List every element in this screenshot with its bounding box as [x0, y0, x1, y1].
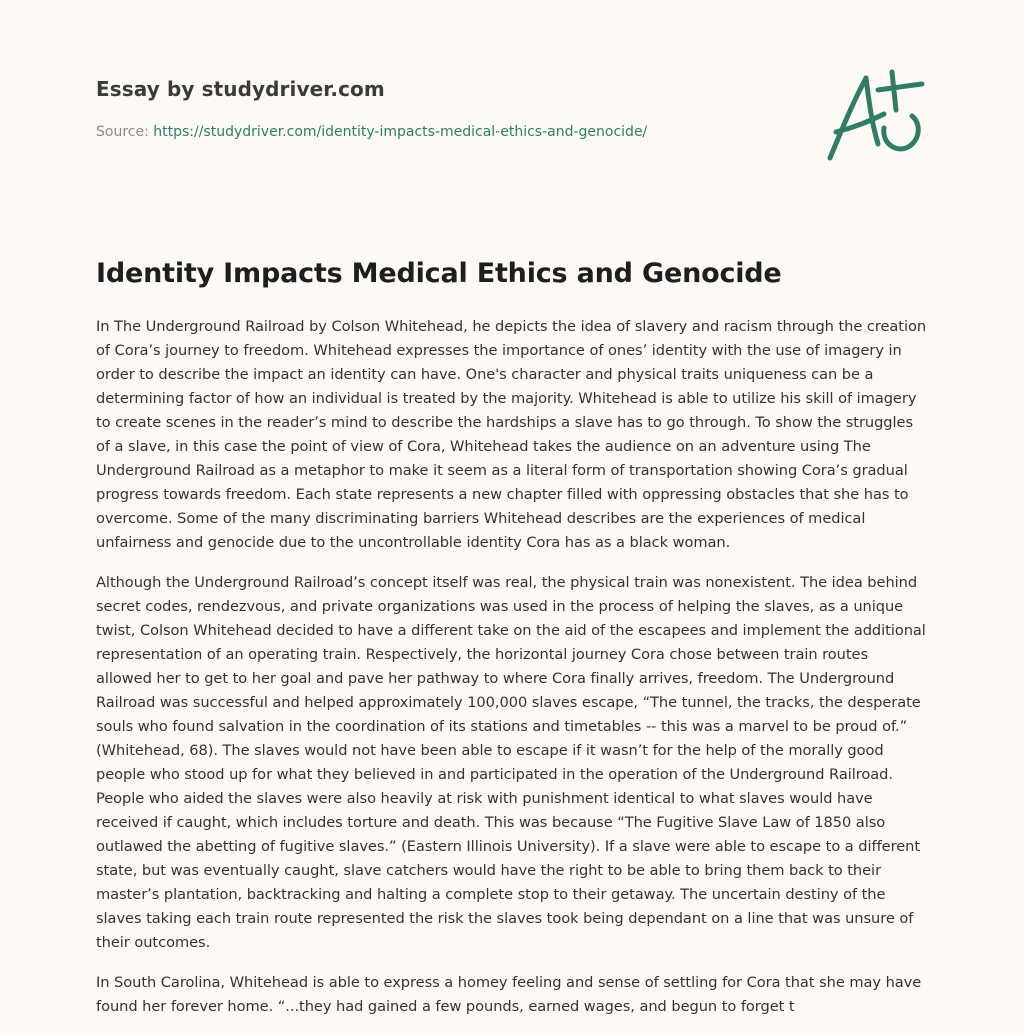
source-link[interactable]: https://studydriver.com/identity-impacts-medical-ethics-and-genocide/	[153, 124, 648, 140]
essay-body	[96, 315, 928, 1035]
body-paragraph: Although the Underground Railroad’s concept itself was real, the physical train was nonexistent. The idea behind secret codes, rendezvous, and private organizations was used in the process of helping the slaves, as a unique twist, Colson Whitehead decided to have a different take on the aid of the escapees and implement the additional representation of an operating train. Respectively, the horizontal journey Cora chose between train routes allowed her to get to her goal and pave her pathway to where Cora finally arrives, freedom. The Underground Railroad was successful and helped approximately 100,000 slaves escape, “The tunnel, the tracks, the desperate souls who found salvation in the coordination of its stations and timetables -- this was a marvel to be proud of.” (Whitehead, 68). The slaves would not have been able to escape if it wasn’t for the help of the morally good people who stood up for what they believed in and participated in the operation of the Underground Railroad. People who aided the slaves were also heavily at risk with punishment identical to what slaves would have received if caught, which includes torture and death. This was because “The Fugitive Slave Law of 1850 also outlawed the abetting of fugitive slaves.” (Eastern Illinois University). If a slave were able to escape to a different state, but was eventually caught, slave catchers would have the right to be able to bring them back to their master’s plantation, backtracking and halting a complete stop to their getaway. The uncertain destiny of the slaves taking each train route represented the risk the slaves took being dependant on a line that was unsure of their outcomes.	[96, 574, 926, 951]
body-paragraph: In The Underground Railroad by Colson Whitehead, he depicts the idea of slavery and racism through the creation of Cora’s journey to freedom. Whitehead expresses the importance of ones’ identity with the use of imagery in order to describe the impact an identity can have. One's character and physical traits uniqueness can be a determining factor of how an individual is treated by the majority. Whitehead is able to utilize his skill of imagery to create scenes in the reader’s mind to describe the hardships a slave has to go through. To show the struggles of a slave, in this case the point of view of Cora, Whitehead takes the audience on an adventure using The Underground Railroad as a metaphor to make it seem as a literal form of transportation showing Cora’s gradual progress towards freedom. Each state represents a new chapter filled with oppressing obstacles that she has to overcome. Some of the many discriminating barriers Whitehead describes are the experiences of medical unfairness and genocide due to the uncontrollable identity Cora has as a black woman.	[96, 318, 927, 551]
a-plus-logo-icon	[822, 66, 932, 166]
essay-header	[96, 74, 796, 142]
body-paragraph: In South Carolina, Whitehead is able to express a homey feeling and sense of settling for Cora that she may have found her forever home. “...they had gained a few pounds, earned wages, and begun to forget t	[96, 974, 922, 1015]
source-label: Source:	[96, 124, 149, 140]
essay-title: Identity Impacts Medical Ethics and Genocide	[96, 258, 782, 289]
site-brand: Essay by studydriver.com	[96, 77, 385, 101]
source-line	[96, 122, 796, 142]
